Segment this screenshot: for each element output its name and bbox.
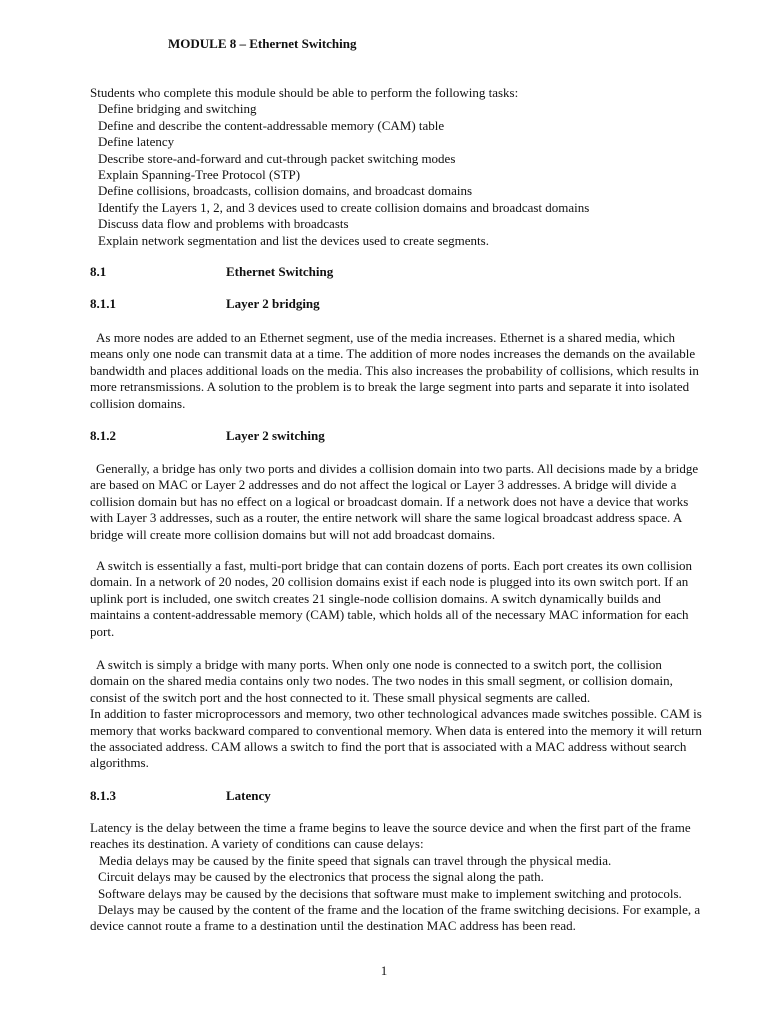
- objective-item: Discuss data flow and problems with broadcasts: [98, 216, 349, 232]
- text-line: means only one node can transmit data at a time. The addition of more nodes increases the demands on the available: [90, 346, 696, 362]
- text-line: Latency is the delay between the time a frame begins to leave the source device and when the first part of the frame: [90, 820, 691, 835]
- latency-item: Media delays may be caused by the finite speed that signals can travel through the physical media.: [99, 852, 612, 868]
- text-line: bandwidth and places additional loads on the media. This also increases the probability of collisions, which results in: [90, 362, 699, 378]
- text-line: maintains a content-addressable memory (CAM) table, which holds all of the necessary MAC information for each: [90, 607, 689, 623]
- section-title: Latency: [226, 788, 271, 803]
- text-line: domain. In a network of 20 nodes, 20 collision domains exist if each node is plugged into its own switch port. If an: [90, 574, 689, 590]
- text-line: As more nodes are added to an Ethernet segment, use of the media increases. Ethernet is a shared media, which: [96, 330, 676, 345]
- objective-item: Explain Spanning-Tree Protocol (STP): [98, 167, 301, 183]
- text-line: reaches its destination. A variety of conditions can cause delays:: [90, 836, 424, 852]
- text-line: algorithms.: [90, 755, 149, 771]
- text-line: device cannot route a frame to a destination until the destination MAC address has been read.: [90, 918, 576, 934]
- text-line: bridge will create more collision domains but will not add broadcast domains.: [90, 526, 496, 542]
- text-line: uplink port is included, one switch creates 21 single-node collision domains. A switch dynamically builds and: [90, 590, 661, 606]
- page-title: MODULE 8 – Ethernet Switching: [168, 36, 357, 51]
- switching-paragraph-3: [90, 657, 750, 772]
- latency-item: Circuit delays may be caused by the electronics that process the signal along the path.: [98, 869, 544, 885]
- section-heading-8-1-2: [90, 428, 325, 444]
- latency-block: [90, 820, 750, 935]
- text-line: collision domains.: [90, 395, 186, 411]
- intro-lead: Students who complete this module should be able to perform the following tasks:: [90, 85, 519, 100]
- text-line: domain on the shared media contains only two nodes. The two nodes in this small segment, or collision domain,: [90, 673, 673, 689]
- bridging-paragraph: [90, 330, 750, 412]
- text-line: A switch is simply a bridge with many ports. When only one node is connected to a switch port, the collision: [96, 657, 662, 672]
- section-number: 8.1: [90, 264, 107, 279]
- text-line: In addition to faster microprocessors and memory, two other technological advances made switches possible. CAM is: [90, 706, 702, 722]
- section-number: 8.1.3: [90, 788, 116, 803]
- page-number: 1: [380, 963, 388, 978]
- objective-item: Identify the Layers 1, 2, and 3 devices used to create collision domains and broadcast domains: [98, 199, 590, 215]
- objective-item: Define collisions, broadcasts, collision domains, and broadcast domains: [98, 183, 473, 199]
- section-heading-8-1-3: [90, 788, 271, 804]
- section-title: Layer 2 switching: [226, 428, 325, 443]
- text-line: consist of the switch port and the host connected to it. These small physical segments are called.: [90, 689, 591, 705]
- latency-item: Delays may be caused by the content of the frame and the location of the frame switching decisions. For example, a: [98, 902, 701, 918]
- objective-item: Define bridging and switching: [98, 101, 257, 117]
- text-line: are based on MAC or Layer 2 addresses and do not affect the logical or Layer 3 addresses. A bridge will divide a: [90, 477, 677, 493]
- switching-paragraph-1: [90, 461, 750, 543]
- text-line: more retransmissions. A solution to the problem is to break the large segment into parts and separate it into isolated: [90, 379, 690, 395]
- text-line: port.: [90, 623, 115, 639]
- objective-item: Explain network segmentation and list the devices used to create segments.: [98, 232, 489, 248]
- section-title: Layer 2 bridging: [226, 296, 320, 311]
- objective-item: Define and describe the content-addressable memory (CAM) table: [98, 117, 445, 133]
- text-line: collision domain but has no effect on a logical or broadcast domain. If a network does not have a device that works: [90, 493, 689, 509]
- section-heading-8-1: [90, 264, 333, 280]
- section-number: 8.1.1: [90, 296, 116, 311]
- objective-item: Define latency: [98, 134, 175, 150]
- switching-paragraph-2: [90, 558, 750, 640]
- text-line: the associated address. CAM allows a switch to find the port that is associated with a MAC address without search: [90, 739, 687, 755]
- text-line: A switch is essentially a fast, multi-port bridge that can contain dozens of ports. Each port creates its own collision: [96, 558, 693, 573]
- text-line: memory that works backward compared to conventional memory. When data is entered into the memory it will return: [90, 722, 702, 738]
- text-line: Generally, a bridge has only two ports and divides a collision domain into two parts. All decisions made by a bridge: [96, 461, 699, 476]
- intro-block: [90, 85, 750, 249]
- section-title: Ethernet Switching: [226, 264, 334, 279]
- section-number: 8.1.2: [90, 428, 116, 443]
- latency-item: Software delays may be caused by the decisions that software must make to implement switching and protocols.: [98, 885, 682, 901]
- section-heading-8-1-1: [90, 296, 320, 312]
- text-line: with Layer 3 addresses, such as a router, the entire network will share the same logical broadcast address space. A: [90, 510, 683, 526]
- objective-item: Describe store-and-forward and cut-through packet switching modes: [98, 150, 456, 166]
